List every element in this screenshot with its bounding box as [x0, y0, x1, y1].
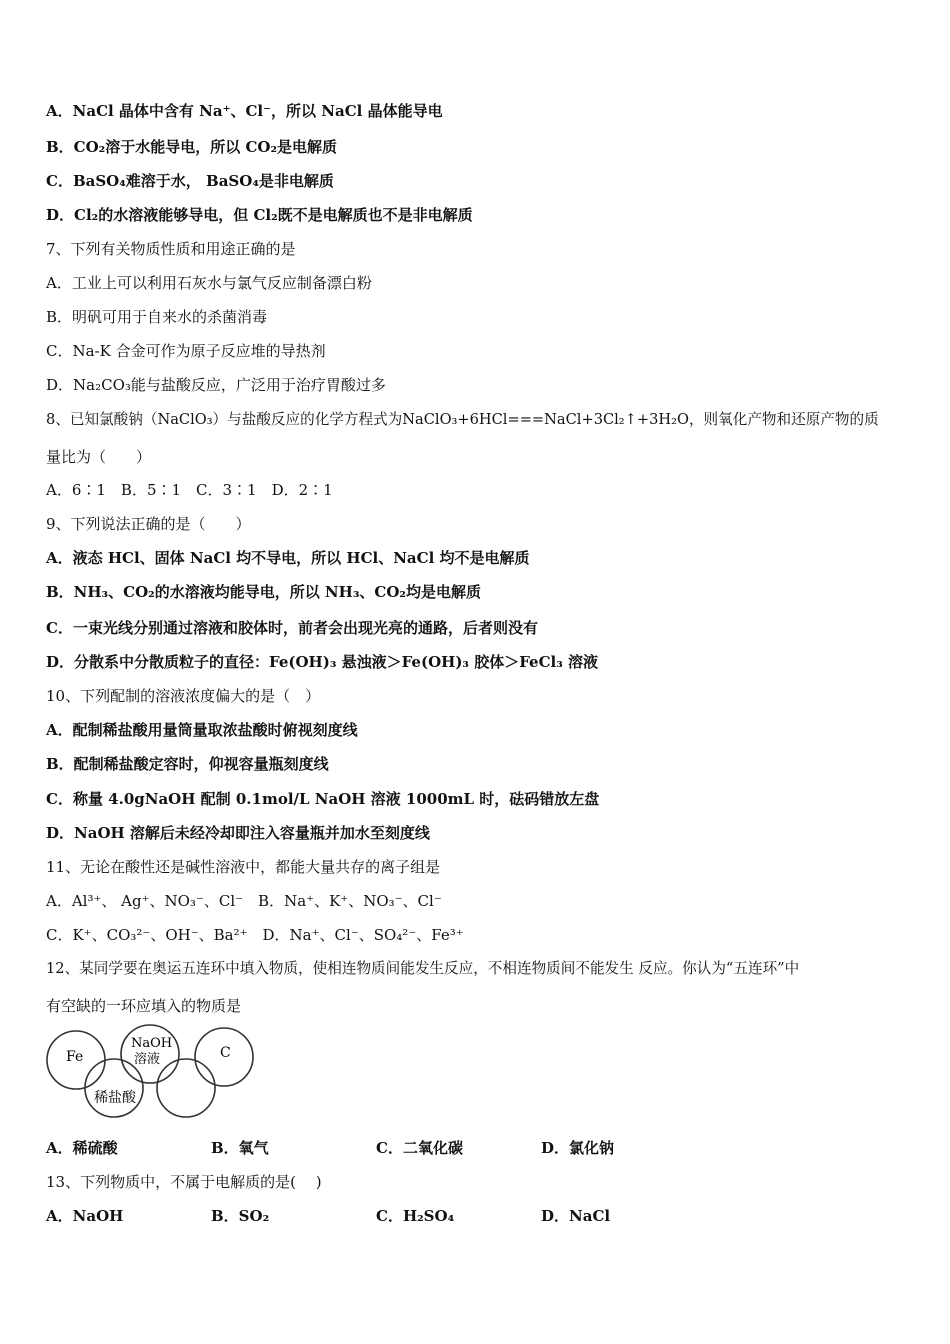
q13-option-b: B．SO₂	[211, 1207, 270, 1225]
q6-option-c: C．BaSO₄难溶于水， BaSO₄是非电解质	[46, 172, 334, 190]
q8-options: A．6∶1 B．5∶1 C．3∶1 D．2∶1	[46, 481, 333, 499]
q13-option-a: A．NaOH	[46, 1207, 124, 1225]
q11-stem: 11、无论在酸性还是碱性溶液中，都能大量共存的离子组是	[46, 858, 441, 876]
q7-option-b: B．明矾可用于自来水的杀菌消毒	[46, 308, 268, 326]
q7-option-d: D．Na₂CO₃能与盐酸反应，广泛用于治疗胃酸过多	[46, 376, 386, 394]
q11-options-ab: A．Al³⁺、 Ag⁺、NO₃⁻、Cl⁻ B．Na⁺、K⁺、NO₃⁻、Cl⁻	[46, 892, 442, 910]
q8-stem-line2: 量比为（ ）	[46, 448, 152, 466]
q9-option-a: A．液态 HCl、固体 NaCl 均不导电，所以 HCl、NaCl 均不是电解质	[46, 549, 530, 567]
q7-stem: 7、下列有关物质性质和用途正确的是	[46, 240, 296, 258]
q12-option-a: A．稀硫酸	[46, 1139, 118, 1157]
ring-label-c: C	[220, 1045, 231, 1061]
ring-label-acid: 稀盐酸	[94, 1090, 136, 1106]
q6-option-a: A．NaCl 晶体中含有 Na⁺、Cl⁻，所以 NaCl 晶体能导电	[46, 102, 443, 120]
ring-label-naoh-2: 溶液	[134, 1052, 161, 1067]
q10-option-a: A．配制稀盐酸用量筒量取浓盐酸时俯视刻度线	[46, 721, 358, 739]
q12-option-c: C．二氧化碳	[376, 1139, 463, 1157]
q9-option-d: D．分散系中分散质粒子的直径：Fe(OH)₃ 悬浊液＞Fe(OH)₃ 胶体＞FeCl₃ 溶液	[46, 653, 599, 671]
ring-acid	[85, 1059, 143, 1117]
q12-stem-line1: 12、某同学要在奥运五连环中填入物质，使相连物质间能发生反应，不相连物质间不能发生 反应。你认为“五连环”中	[46, 960, 800, 977]
q7-option-a: A．工业上可以利用石灰水与氯气反应制备漂白粉	[46, 274, 372, 292]
ring-label-naoh-1: NaOH	[131, 1036, 173, 1051]
q6-option-d: D．Cl₂的水溶液能够导电，但 Cl₂既不是电解质也不是非电解质	[46, 206, 473, 224]
q11-options-cd: C．K⁺、CO₃²⁻、OH⁻、Ba²⁺ D．Na⁺、Cl⁻、SO₄²⁻、Fe³⁺	[46, 926, 464, 944]
q12-stem-line2: 有空缺的一环应填入的物质是	[46, 997, 242, 1015]
q10-option-c: C．称量 4.0gNaOH 配制 0.1mol/L NaOH 溶液 1000mL 时，砝码错放左盘	[46, 790, 600, 808]
q9-option-b: B．NH₃、CO₂的水溶液均能导电，所以 NH₃、CO₂均是电解质	[46, 583, 481, 601]
q10-stem: 10、下列配制的溶液浓度偏大的是（ ）	[46, 687, 321, 705]
q6-option-b: B．CO₂溶于水能导电，所以 CO₂是电解质	[46, 138, 338, 156]
q12-option-d: D．氯化钠	[541, 1139, 615, 1157]
q9-option-c: C．一束光线分别通过溶液和胶体时，前者会出现光亮的通路，后者则没有	[46, 619, 538, 637]
q9-stem: 9、下列说法正确的是（ ）	[46, 515, 251, 533]
q10-option-d: D．NaOH 溶解后未经冷却即注入容量瓶并加水至刻度线	[46, 824, 430, 842]
q8-stem-line1: 8、已知氯酸钠（NaClO₃）与盐酸反应的化学方程式为NaClO₃+6HCl===NaCl+3Cl₂↑+3H₂O，则氧化产物和还原产物的质	[46, 411, 879, 428]
q7-option-c: C．Na-K 合金可作为原子反应堆的导热剂	[46, 342, 326, 360]
five-rings-diagram	[46, 1024, 258, 1122]
q12-option-b: B．氧气	[211, 1139, 269, 1157]
q13-stem: 13、下列物质中，不属于电解质的是( )	[46, 1173, 322, 1191]
q10-option-b: B．配制稀盐酸定容时，仰视容量瓶刻度线	[46, 755, 329, 773]
q13-option-c: C．H₂SO₄	[376, 1207, 455, 1225]
q13-option-d: D．NaCl	[541, 1207, 611, 1225]
ring-label-fe: Fe	[66, 1049, 84, 1065]
ring-blank	[157, 1059, 215, 1117]
